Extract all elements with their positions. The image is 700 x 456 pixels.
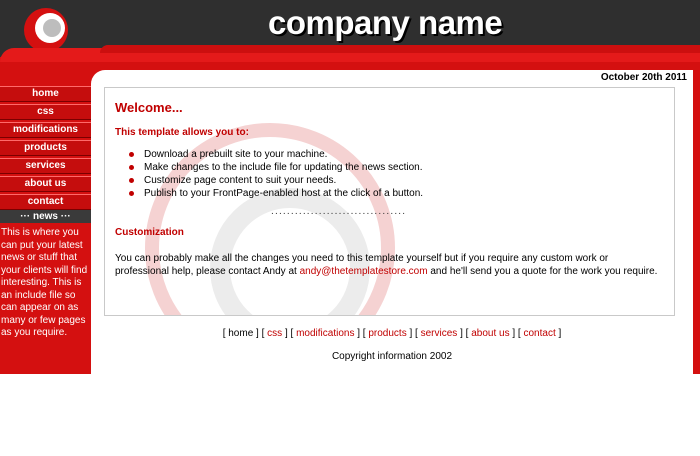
sidebar-item-modifications[interactable]: modifications	[0, 122, 91, 138]
sidebar-item-services[interactable]: services	[0, 158, 91, 174]
sidebar-item-products[interactable]: products	[0, 140, 91, 156]
footer-link-services[interactable]: services	[420, 328, 458, 339]
footer-link-css[interactable]: css	[267, 328, 283, 339]
bullet-icon	[129, 178, 134, 183]
company-logo-icon[interactable]	[23, 7, 69, 53]
main-content-panel	[91, 70, 693, 374]
bullet-icon	[129, 165, 134, 170]
sidebar-item-contact[interactable]: contact	[0, 194, 91, 210]
email-link[interactable]: andy@thetemplatestore.com	[299, 266, 428, 277]
list-item: Publish to your FrontPage-enabled host at the click of a button.	[115, 187, 423, 200]
footer-link-contact[interactable]: contact	[523, 328, 556, 339]
customization-text: You can probably make all the changes you need to this template yourself but if you require any custom work or professional help, please contact Andy at andy@thetemplatestore.com and he'll send you a quote for the work you require.	[115, 253, 658, 277]
feature-list	[115, 148, 423, 200]
footer-link-home[interactable]: home	[228, 328, 254, 339]
sidebar-item-about-us[interactable]: about us	[0, 176, 91, 192]
welcome-heading: Welcome...	[115, 100, 183, 115]
news-text: This is where you can put your latest news or stuff that your clients will find interesting. This is an include file so can appear on as many or few pages as you require.	[1, 227, 88, 338]
copyright-text: Copyright information 2002	[331, 351, 453, 362]
footer-link-products[interactable]: products	[368, 328, 407, 339]
sidebar-nav	[0, 86, 91, 212]
content-box	[104, 87, 675, 316]
company-name: company name	[268, 4, 503, 41]
bullet-icon	[129, 191, 134, 196]
footer-link-about-us[interactable]: about us	[471, 328, 510, 339]
bullet-icon	[129, 152, 134, 157]
footer-link-modifications[interactable]: modifications	[296, 328, 355, 339]
list-item: Make changes to the include file for updating the news section.	[115, 161, 423, 174]
list-item: Customize page content to suit your needs.	[115, 174, 423, 187]
customization-heading: Customization	[115, 227, 184, 238]
template-subheading: This template allows you to:	[115, 127, 249, 138]
sidebar-item-css[interactable]: css	[0, 104, 91, 120]
news-heading: ··· news ···	[0, 210, 91, 223]
sidebar-item-home[interactable]: home	[0, 86, 91, 102]
list-item: Download a prebuilt site to your machine.	[115, 148, 423, 161]
red-top-accent	[100, 45, 700, 53]
dotted-separator: ..................................	[271, 206, 407, 217]
footer-nav: [ home ] [ css ] [ modifications ] [ products ] [ services ] [ about us ] [ contact ]	[222, 328, 562, 339]
date-label: October 20th 2011	[600, 72, 687, 83]
